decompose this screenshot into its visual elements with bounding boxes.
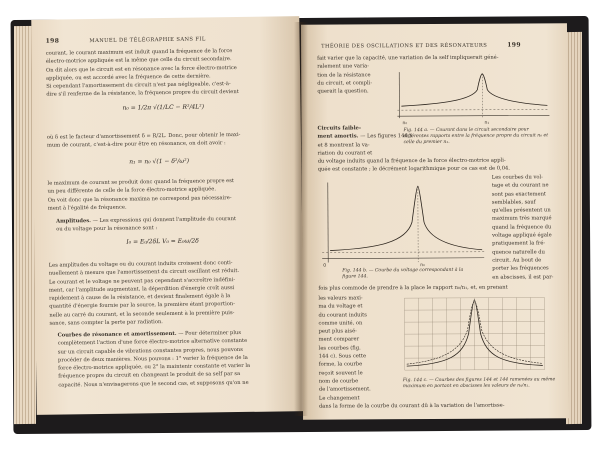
fig1-baseline (397, 109, 549, 110)
formula-natural-frequency: n₀ = 1/2π √(1/LC − R²/4L²) (122, 103, 205, 112)
fig1-resonance-curve (401, 73, 547, 106)
courbes-title: Courbes de résonance et amortissement. (57, 330, 177, 339)
formula-resonance-condition: n₁ = n₀ √(1 − δ²/ω²) (129, 157, 190, 166)
right-paragraph-5: les valeurs maxi- ma du voltage et du courant induits comme unité, on peut plus aisé- ment comparer les courbes (fig. 144 c). Sous cette forme, la courbe reçoit souvent le nom de courbe de l'amortissement. Le changement (318, 295, 371, 402)
fig2-resonance-curve (330, 186, 482, 251)
right-page-number: 199 (507, 41, 521, 49)
right-paragraph-3: Les courbes du vol- tage et du courant ne sont pas exactement semblables, sauf qu'elles présentent un maximum très marqué quand la fréquence du voltage appliqué égale pratiquement la fré- quence naturelle du circuit. Au bout de porter les fréquences en abscisses, il est par- (491, 174, 554, 281)
fig3-grid (404, 297, 544, 370)
figure-144a (393, 65, 553, 126)
left-paragraph-6: Courbes de résonance et amortissement. — Pour déterminer plus complètement l'action d'une force électro-motrice alternative constante sur un circuit capable de vibrations constantes propres, nous pouvons procéder de deux manières. Nous pouvons : 1° varier la fréquence de la force électro-motrice appliquée, ou 2° la maintenir constante et varier la fréquence propre du circuit en changeant le produit de sa self par sa capacité. Nous n'envisagerons que le second cas, et supposons qu'on ne (57, 329, 251, 389)
left-paragraph-3: le maximum de courant se produit donc quand la fréquence propre est un peu différente de celle de la force électro-motrice appliquée. On voit donc que la résonance maxima ne correspond pas nécessaire- ment à l'égalité de fréquence. (47, 178, 235, 212)
right-page (301, 23, 569, 419)
fig1-x-axis (397, 115, 549, 116)
left-paragraph-1: courant, le courant maximum est induit quand la fréquence de la force électro-motrice appliquée est la même que celle du circuit secondaire. On dit alors que le circuit est en résonance avec la force électro-motrice appliquée, ou est accordé avec la fréquence de cette dernière. Si cependant l'amortissement du circuit n'est pas négligeable, c'est-à- dire s'il renferme de la résistance, la fréquence propre du circuit devient (45, 48, 239, 99)
book-gutter (294, 22, 308, 416)
circuits-title: Circuits faible- (317, 125, 362, 132)
left-page (31, 16, 304, 415)
left-paragraph-2: où δ est le facteur d'amortissement δ = R/2L. Donc, pour obtenir le maxi- mum de courant, c'est-à-dire pour être en résonance, on doit avoir : (46, 131, 241, 149)
left-running-title: MANUEL DE TÉLÉGRAPHIE SANS FIL (89, 36, 206, 45)
figure-144b (318, 176, 488, 269)
right-paragraph-1: fait varier que la capacité, une variation de la self impliquerait géné- ralement une varia- tion de la résistance du circuit, et compli- querait la question. (317, 54, 499, 95)
right-running-title: THÉORIE DES OSCILLATIONS ET DES RÉSONATEURS (321, 42, 488, 50)
fig2-label-origin: 0 (323, 263, 327, 269)
left-page-header (46, 35, 206, 44)
fig1-label-n0: n₀ (402, 121, 408, 127)
right-paragraph-2b: du voltage induits quand la fréquence de la force électro-motrice appli- quée est constante ; le décrément logarithmique pour ce cas est de 0,04. (317, 157, 510, 173)
left-paragraph-4: Amplitudes. — Les expressions qui donnent l'amplitude du courant ou du voltage pour la résonance sont : (56, 216, 237, 233)
figure-144c (398, 293, 554, 376)
fig2-x-axis (322, 258, 484, 259)
formula-amplitudes: I₀ = E₀/2δL V₀ = E₀ω/2δ (126, 237, 199, 246)
fig2-caption: Fig. 144 b. — Courbe du voltage correspondant à la figure 144. (342, 267, 464, 280)
right-page-header (321, 42, 521, 50)
right-paragraph-2: Circuits faible- ment amortis. — Les figures 144 a et 8 montrent la va- riation du courant et (317, 125, 413, 157)
left-page-number: 198 (45, 37, 60, 45)
fig2-label-n0: n₀ (420, 263, 425, 269)
open-book (10, 8, 592, 440)
right-paragraph-5-end: dans la forme de la courbe du courant dû à la variation de l'amortisse- (318, 402, 505, 410)
right-paragraph-4: fois plus commode de prendre à la place le rapport n₀/n₁, et, en prenant (318, 284, 508, 292)
fig2-baseline (322, 252, 484, 253)
fig1-label-n1: n₁ (484, 120, 490, 126)
amplitudes-title: Amplitudes. (56, 218, 92, 225)
fig1-caption: Fig. 144 a. — Courant dans le circuit secondaire pour différentes rapports entre la fréquence propre du circuit n₀ et celle du premier n₁. (403, 127, 549, 146)
left-paragraph-5: Les amplitudes du voltage ou du courant induits croissent donc conti- nuellement à mesure que l'amortissement du circuit oscillant est réduit. Le courant et le voltage ne peuvent pas cependant s'accroître indéfini- ment, car l'amplitude augmentant, la déperdition d'énergie croît aussi rapidement à cause de la résistance, et devient finalement égale à la quantité d'énergie fournie par la source, la première étant proportion- nelle au carré du courant, et la seconde seulement à la première puis- sance, sans compter la perte par radiation. (48, 260, 240, 327)
fig3-caption: Fig. 144 c. — Courbes des figures 144 et 144 ramenées au même maximum en portant en abscisses les valeurs de n₀/n₁. (402, 377, 556, 390)
